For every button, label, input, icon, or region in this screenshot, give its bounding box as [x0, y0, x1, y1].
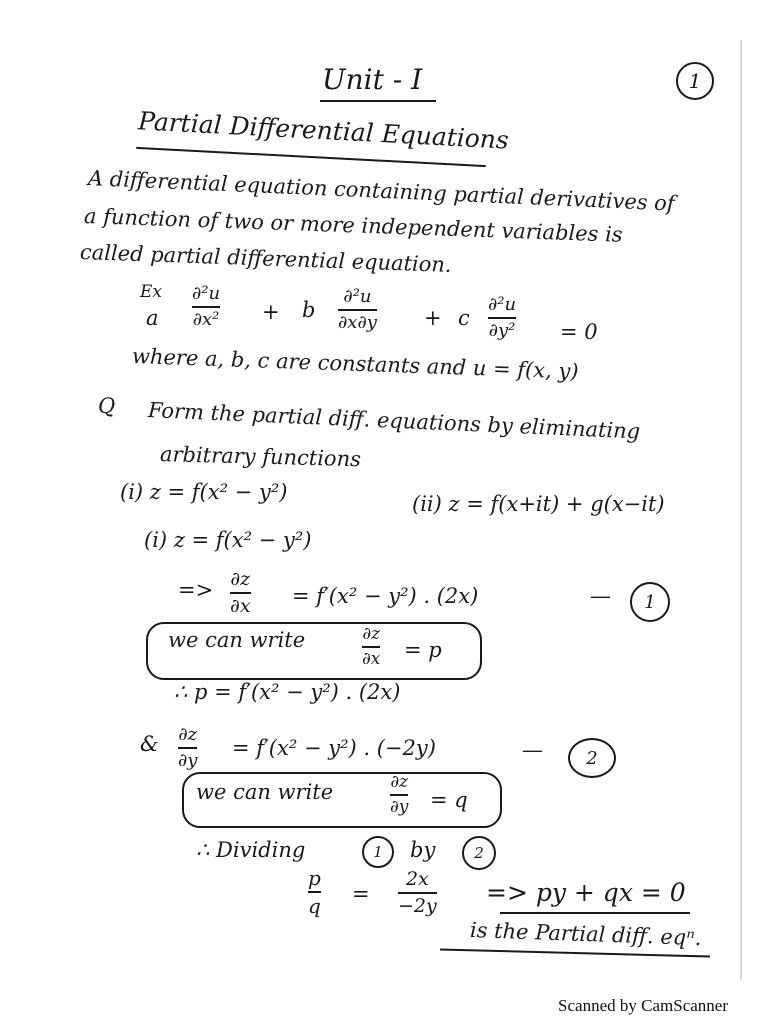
- box2-text: we can write: [196, 780, 334, 804]
- frac-den: ∂y: [390, 796, 409, 817]
- frac-den: ∂x: [362, 648, 381, 669]
- equals-zero: = 0: [560, 320, 598, 344]
- solution-start: (i) z = f(x² − y²): [144, 528, 312, 552]
- frac-den: ∂x²: [192, 308, 220, 330]
- p-expression: ∴ p = f′(x² − y²) . (2x): [174, 680, 401, 704]
- equation-1-marker: [630, 582, 670, 622]
- partial-yy-fraction: [488, 296, 516, 340]
- ratio-equals: =: [352, 882, 370, 906]
- box1-rhs: = p: [404, 638, 442, 662]
- dz-dx-fraction: [230, 570, 251, 616]
- plus-sign: +: [262, 300, 280, 324]
- eq-marker-label: 2: [474, 844, 484, 862]
- eq-marker-label: 1: [644, 591, 656, 613]
- page-number-circle: [676, 62, 714, 100]
- frac-den: −2y: [398, 894, 437, 917]
- section-heading: Partial Differential Equations: [137, 106, 510, 155]
- question-line-1: Form the partial diff. equations by eliminating: [147, 398, 641, 444]
- frac-den: ∂x: [230, 594, 251, 617]
- definition-line-2: a function of two or more independent variables is: [83, 204, 623, 247]
- divide-marker-1: [362, 836, 394, 868]
- result-note: is the Partial diff. eqⁿ.: [469, 918, 702, 951]
- definition-line-1: A differential equation containing partial derivatives of: [87, 166, 676, 216]
- question-label: Q: [98, 394, 116, 418]
- frac-num: ∂z: [230, 568, 251, 590]
- final-result: => py + qx = 0: [486, 878, 686, 907]
- box1-text: we can write: [168, 628, 306, 652]
- step1-rhs: = f′(x² − y²) . (2x): [292, 584, 479, 608]
- partial-xy-fraction: [338, 288, 377, 332]
- frac-num: p: [308, 866, 321, 890]
- step2-rhs: = f′(x² − y²) . (−2y): [232, 736, 436, 760]
- coef-b: b: [302, 298, 316, 322]
- frac-num: ∂²u: [343, 286, 372, 307]
- frac-den: ∂y²: [488, 319, 516, 341]
- definition-line-3: called partial differential equation.: [79, 240, 452, 277]
- page-number: 1: [688, 69, 702, 93]
- p-over-q-fraction: [308, 868, 321, 916]
- question-part-i: (i) z = f(x² − y²): [120, 480, 288, 504]
- eq2-dash: —: [522, 738, 543, 762]
- camscanner-watermark: Scanned by CamScanner: [558, 996, 728, 1015]
- divide-marker-2: [462, 836, 496, 870]
- x-over-y-fraction: [398, 870, 437, 916]
- where-line: where a, b, c are constants and u = f(x, y): [131, 344, 579, 384]
- dz-dy-fraction: [178, 726, 197, 770]
- unit-title: Unit - I: [322, 63, 423, 96]
- title-underline: [320, 100, 436, 102]
- plus-sign: +: [424, 306, 442, 330]
- frac-num: ∂z: [390, 772, 409, 792]
- ampersand: &: [140, 732, 159, 756]
- frac-num: 2x: [405, 868, 429, 890]
- question-line-2: arbitrary functions: [159, 442, 362, 472]
- frac-num: ∂z: [178, 724, 198, 745]
- box2-fraction: [390, 774, 408, 816]
- box2-rhs: = q: [430, 788, 468, 812]
- coef-c: c: [458, 306, 470, 330]
- coef-a: a: [146, 306, 159, 330]
- question-part-ii: (ii) z = f(x+it) + g(x−it): [412, 492, 665, 516]
- partial-xx-fraction: [192, 285, 220, 329]
- example-label: Ex: [140, 282, 162, 302]
- box1-fraction: [362, 626, 380, 668]
- eq-marker-label: 2: [586, 747, 598, 769]
- frac-num: ∂z: [362, 624, 381, 644]
- equation-2-marker: [568, 738, 616, 778]
- dividing-text: ∴ Dividing: [196, 838, 306, 862]
- result-note-underline: [440, 948, 710, 957]
- page-edge-shadow: [740, 40, 742, 980]
- implies-arrow: =>: [178, 578, 214, 602]
- eq-marker-label: 1: [373, 843, 383, 861]
- frac-num: ∂²u: [192, 283, 221, 304]
- frac-num: ∂²u: [488, 294, 517, 315]
- by-text: by: [410, 838, 436, 862]
- frac-den: ∂x∂y: [338, 311, 377, 333]
- frac-den: q: [308, 893, 321, 918]
- eq1-dash: —: [590, 584, 611, 608]
- frac-den: ∂y: [178, 749, 198, 771]
- result-underline: [500, 912, 690, 914]
